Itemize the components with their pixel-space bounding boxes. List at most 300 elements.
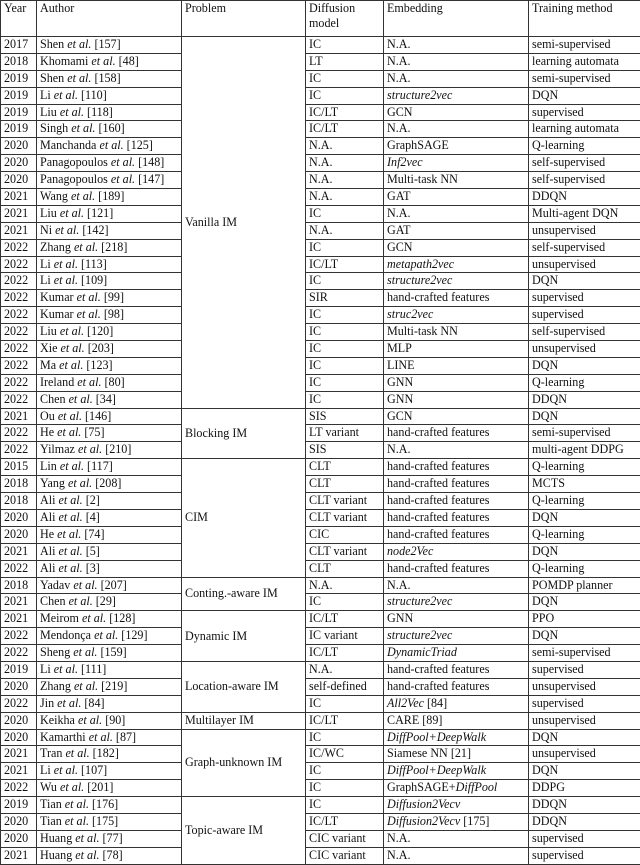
author-name: He bbox=[40, 527, 54, 541]
cell-year: 2020 bbox=[1, 813, 37, 830]
cell-training-method: supervised bbox=[529, 290, 640, 307]
cell-diffusion-model: IC/LT bbox=[306, 104, 384, 121]
author-etal: et al. bbox=[65, 797, 89, 811]
cell-training-method: semi-supervised bbox=[529, 37, 640, 54]
cell-author bbox=[37, 459, 182, 476]
author-name: Tian bbox=[40, 797, 62, 811]
cell-diffusion-model: CIC variant bbox=[306, 830, 384, 847]
author-etal: et al. bbox=[57, 696, 81, 710]
cell-training-method: DDQN bbox=[529, 391, 640, 408]
cell-year: 2020 bbox=[1, 172, 37, 189]
cell-diffusion-model: IC/LT bbox=[306, 645, 384, 662]
cell-embedding bbox=[384, 763, 529, 780]
embedding-text: hand-crafted features bbox=[387, 425, 489, 439]
cell-diffusion-model: IC bbox=[306, 729, 384, 746]
header-problem: Problem bbox=[182, 1, 306, 37]
cell-diffusion-model: SIS bbox=[306, 442, 384, 459]
cell-training-method: semi-supervised bbox=[529, 645, 640, 662]
table-row bbox=[1, 70, 640, 87]
author-name: Ali bbox=[40, 544, 55, 558]
table-row bbox=[1, 442, 640, 459]
cell-problem: Multilayer IM bbox=[182, 712, 306, 729]
embedding-text: DynamicTriad bbox=[387, 645, 457, 659]
cell-year: 2019 bbox=[1, 70, 37, 87]
author-ref: [117] bbox=[87, 459, 113, 473]
cell-year: 2015 bbox=[1, 459, 37, 476]
author-name: Yilmaz bbox=[40, 442, 75, 456]
table-row bbox=[1, 341, 640, 358]
author-etal: et al. bbox=[71, 189, 95, 203]
cell-year: 2022 bbox=[1, 425, 37, 442]
author-ref: [157] bbox=[94, 37, 120, 51]
header-diffusion-line2: model bbox=[309, 16, 339, 30]
cell-diffusion-model: CIC bbox=[306, 526, 384, 543]
author-name: Mendonça bbox=[40, 628, 91, 642]
embedding-text: hand-crafted features bbox=[387, 459, 489, 473]
author-ref: [84] bbox=[84, 696, 104, 710]
embedding-text: structure2vec bbox=[387, 273, 452, 287]
cell-embedding bbox=[384, 830, 529, 847]
cell-training-method: DQN bbox=[529, 628, 640, 645]
cell-year: 2022 bbox=[1, 628, 37, 645]
cell-embedding bbox=[384, 408, 529, 425]
cell-embedding bbox=[384, 813, 529, 830]
cell-year: 2021 bbox=[1, 746, 37, 763]
author-etal: et al. bbox=[74, 679, 98, 693]
cell-training-method: Multi-agent DQN bbox=[529, 205, 640, 222]
cell-year: 2020 bbox=[1, 830, 37, 847]
author-ref: [146] bbox=[85, 409, 111, 423]
table-row bbox=[1, 797, 640, 814]
author-etal: et al. bbox=[99, 138, 123, 152]
author-etal: et al. bbox=[91, 54, 115, 68]
embedding-text: hand-crafted features bbox=[387, 527, 489, 541]
cell-author bbox=[37, 645, 182, 662]
embedding-text: N.A. bbox=[387, 37, 411, 51]
cell-diffusion-model: IC/LT bbox=[306, 121, 384, 138]
embedding-text: N.A. bbox=[387, 578, 411, 592]
cell-embedding bbox=[384, 307, 529, 324]
cell-embedding bbox=[384, 695, 529, 712]
author-ref: [87] bbox=[116, 730, 136, 744]
embedding-text: LINE bbox=[387, 358, 415, 372]
cell-author bbox=[37, 256, 182, 273]
cell-year: 2022 bbox=[1, 780, 37, 797]
cell-year: 2022 bbox=[1, 341, 37, 358]
author-etal: et al. bbox=[60, 324, 84, 338]
cell-diffusion-model: IC/LT bbox=[306, 256, 384, 273]
cell-diffusion-model: IC bbox=[306, 594, 384, 611]
author-ref: [142] bbox=[82, 223, 108, 237]
cell-year: 2020 bbox=[1, 526, 37, 543]
cell-training-method: Q-learning bbox=[529, 374, 640, 391]
author-ref: [74] bbox=[84, 527, 104, 541]
table-row bbox=[1, 121, 640, 138]
author-ref: [201] bbox=[87, 780, 113, 794]
author-name: Lin bbox=[40, 459, 57, 473]
cell-diffusion-model: CLT variant bbox=[306, 509, 384, 526]
author-name: Tran bbox=[40, 746, 62, 760]
cell-author bbox=[37, 611, 182, 628]
embedding-text: [175] bbox=[460, 814, 489, 828]
embedding-text: hand-crafted features bbox=[387, 561, 489, 575]
cell-training-method: DQN bbox=[529, 87, 640, 104]
cell-training-method: supervised bbox=[529, 847, 640, 864]
embedding-text: Diffusion2Vecv bbox=[387, 797, 460, 811]
cell-year: 2019 bbox=[1, 121, 37, 138]
author-etal: et al. bbox=[60, 206, 84, 220]
table-row bbox=[1, 695, 640, 712]
cell-training-method: DQN bbox=[529, 273, 640, 290]
cell-author bbox=[37, 729, 182, 746]
table-row bbox=[1, 678, 640, 695]
author-etal: et al. bbox=[68, 476, 92, 490]
cell-author bbox=[37, 526, 182, 543]
table-row bbox=[1, 155, 640, 172]
table-row bbox=[1, 526, 640, 543]
author-name: Li bbox=[40, 88, 51, 102]
author-ref: [113] bbox=[81, 257, 107, 271]
cell-training-method: self-supervised bbox=[529, 172, 640, 189]
author-ref: [75] bbox=[84, 425, 104, 439]
cell-embedding bbox=[384, 442, 529, 459]
cell-year: 2020 bbox=[1, 138, 37, 155]
cell-training-method: supervised bbox=[529, 661, 640, 678]
author-ref: [109] bbox=[81, 273, 107, 287]
cell-training-method: Q-learning bbox=[529, 138, 640, 155]
cell-diffusion-model: CIC variant bbox=[306, 847, 384, 864]
author-etal: et al. bbox=[54, 257, 78, 271]
cell-author bbox=[37, 189, 182, 206]
cell-author bbox=[37, 577, 182, 594]
cell-training-method: semi-supervised bbox=[529, 70, 640, 87]
cell-embedding bbox=[384, 543, 529, 560]
table-row bbox=[1, 172, 640, 189]
author-name: Meirom bbox=[40, 611, 79, 625]
author-etal: et al. bbox=[82, 611, 106, 625]
author-ref: [34] bbox=[96, 392, 116, 406]
author-etal: et al. bbox=[77, 375, 101, 389]
cell-author bbox=[37, 307, 182, 324]
cell-embedding bbox=[384, 357, 529, 374]
cell-diffusion-model: IC bbox=[306, 357, 384, 374]
author-etal: et al. bbox=[111, 172, 135, 186]
table-row bbox=[1, 273, 640, 290]
cell-author bbox=[37, 847, 182, 864]
table-row bbox=[1, 628, 640, 645]
cell-year: 2022 bbox=[1, 307, 37, 324]
embedding-text: structure2vec bbox=[387, 594, 452, 608]
cell-embedding bbox=[384, 661, 529, 678]
cell-author bbox=[37, 205, 182, 222]
table-row bbox=[1, 357, 640, 374]
author-etal: et al. bbox=[73, 645, 97, 659]
author-name: Shen bbox=[40, 37, 64, 51]
author-etal: et al. bbox=[58, 409, 82, 423]
author-name: Panagopoulos bbox=[40, 155, 108, 169]
cell-author bbox=[37, 830, 182, 847]
author-ref: [48] bbox=[119, 54, 139, 68]
cell-author bbox=[37, 121, 182, 138]
table-row bbox=[1, 830, 640, 847]
header-training-method: Training method bbox=[529, 1, 640, 37]
cell-year: 2022 bbox=[1, 357, 37, 374]
table-row bbox=[1, 661, 640, 678]
cell-year: 2021 bbox=[1, 847, 37, 864]
table-row bbox=[1, 763, 640, 780]
cell-author bbox=[37, 797, 182, 814]
table-row bbox=[1, 189, 640, 206]
author-ref: [3] bbox=[86, 561, 100, 575]
author-name: Zhang bbox=[40, 679, 71, 693]
cell-embedding bbox=[384, 290, 529, 307]
author-etal: et al. bbox=[78, 442, 102, 456]
cell-diffusion-model: IC/LT bbox=[306, 611, 384, 628]
cell-diffusion-model: IC/WC bbox=[306, 746, 384, 763]
author-ref: [29] bbox=[96, 594, 116, 608]
cell-embedding bbox=[384, 476, 529, 493]
cell-embedding bbox=[384, 594, 529, 611]
author-name: Liu bbox=[40, 105, 57, 119]
cell-author bbox=[37, 442, 182, 459]
cell-embedding bbox=[384, 797, 529, 814]
author-ref: [80] bbox=[105, 375, 125, 389]
author-name: Ma bbox=[40, 358, 56, 372]
cell-year: 2021 bbox=[1, 611, 37, 628]
cell-problem: Location-aware IM bbox=[182, 661, 306, 712]
table-row bbox=[1, 222, 640, 239]
cell-year: 2021 bbox=[1, 763, 37, 780]
author-name: Shen bbox=[40, 71, 64, 85]
cell-training-method: DQN bbox=[529, 543, 640, 560]
table-row bbox=[1, 813, 640, 830]
cell-training-method: supervised bbox=[529, 104, 640, 121]
embedding-text: All2Vec bbox=[387, 696, 424, 710]
cell-problem: Blocking IM bbox=[182, 408, 306, 459]
table-row bbox=[1, 53, 640, 70]
author-ref: [129] bbox=[121, 628, 147, 642]
cell-training-method: DQN bbox=[529, 729, 640, 746]
author-etal: et al. bbox=[60, 780, 84, 794]
cell-embedding bbox=[384, 374, 529, 391]
cell-author bbox=[37, 594, 182, 611]
cell-author bbox=[37, 239, 182, 256]
cell-training-method: supervised bbox=[529, 830, 640, 847]
cell-author bbox=[37, 70, 182, 87]
embedding-text: N.A. bbox=[387, 442, 411, 456]
cell-embedding bbox=[384, 577, 529, 594]
cell-training-method: PPO bbox=[529, 611, 640, 628]
cell-author bbox=[37, 324, 182, 341]
cell-author bbox=[37, 695, 182, 712]
author-ref: [175] bbox=[92, 814, 118, 828]
cell-diffusion-model: N.A. bbox=[306, 138, 384, 155]
table-row bbox=[1, 104, 640, 121]
table-row bbox=[1, 290, 640, 307]
cell-embedding bbox=[384, 70, 529, 87]
cell-diffusion-model: LT variant bbox=[306, 425, 384, 442]
cell-diffusion-model: N.A. bbox=[306, 222, 384, 239]
author-name: Chen bbox=[40, 594, 66, 608]
embedding-text: node2Vec bbox=[387, 544, 433, 558]
cell-year: 2021 bbox=[1, 408, 37, 425]
author-etal: et al. bbox=[65, 814, 89, 828]
embedding-text: GAT bbox=[387, 223, 411, 237]
author-etal: et al. bbox=[74, 240, 98, 254]
author-etal: et al. bbox=[75, 831, 99, 845]
table-row bbox=[1, 493, 640, 510]
cell-embedding bbox=[384, 341, 529, 358]
author-ref: [77] bbox=[103, 831, 123, 845]
author-ref: [123] bbox=[86, 358, 112, 372]
table-row bbox=[1, 459, 640, 476]
cell-training-method: DQN bbox=[529, 357, 640, 374]
cell-diffusion-model: IC bbox=[306, 780, 384, 797]
cell-author bbox=[37, 543, 182, 560]
embedding-text: N.A. bbox=[387, 848, 411, 862]
table-row bbox=[1, 560, 640, 577]
cell-year: 2022 bbox=[1, 374, 37, 391]
cell-training-method: unsupervised bbox=[529, 678, 640, 695]
cell-year: 2018 bbox=[1, 476, 37, 493]
table-row bbox=[1, 746, 640, 763]
cell-training-method: self-supervised bbox=[529, 239, 640, 256]
table-row bbox=[1, 138, 640, 155]
author-ref: [158] bbox=[94, 71, 120, 85]
author-name: Huang bbox=[40, 831, 72, 845]
cell-year: 2020 bbox=[1, 678, 37, 695]
cell-author bbox=[37, 780, 182, 797]
author-ref: [90] bbox=[105, 713, 125, 727]
author-ref: [128] bbox=[109, 611, 135, 625]
author-etal: et al. bbox=[65, 746, 89, 760]
author-name: Liu bbox=[40, 206, 57, 220]
cell-diffusion-model: CLT bbox=[306, 560, 384, 577]
embedding-text: structure2vec bbox=[387, 88, 452, 102]
cell-diffusion-model: IC bbox=[306, 205, 384, 222]
cell-diffusion-model: IC/LT bbox=[306, 813, 384, 830]
author-etal: et al. bbox=[60, 105, 84, 119]
cell-embedding bbox=[384, 847, 529, 864]
cell-training-method: self-supervised bbox=[529, 155, 640, 172]
table-row bbox=[1, 594, 640, 611]
cell-author bbox=[37, 628, 182, 645]
table-row bbox=[1, 611, 640, 628]
cell-author bbox=[37, 763, 182, 780]
cell-author bbox=[37, 341, 182, 358]
cell-training-method: DQN bbox=[529, 408, 640, 425]
author-etal: et al. bbox=[54, 662, 78, 676]
author-name: Khomami bbox=[40, 54, 88, 68]
author-name: Ou bbox=[40, 409, 55, 423]
author-etal: et al. bbox=[94, 628, 118, 642]
author-name: Li bbox=[40, 763, 51, 777]
cell-embedding bbox=[384, 780, 529, 797]
author-name: He bbox=[40, 425, 54, 439]
author-name: Ireland bbox=[40, 375, 74, 389]
author-name: Chen bbox=[40, 392, 66, 406]
author-ref: [99] bbox=[104, 290, 124, 304]
cell-diffusion-model: IC bbox=[306, 797, 384, 814]
header-diffusion-line1: Diffusion bbox=[309, 1, 355, 15]
cell-author bbox=[37, 493, 182, 510]
header-year: Year bbox=[1, 1, 37, 37]
table-row bbox=[1, 425, 640, 442]
table-row bbox=[1, 324, 640, 341]
cell-problem: Graph-unknown IM bbox=[182, 729, 306, 797]
cell-training-method: DDQN bbox=[529, 813, 640, 830]
cell-training-method: DQN bbox=[529, 594, 640, 611]
cell-training-method: DQN bbox=[529, 509, 640, 526]
cell-year: 2022 bbox=[1, 442, 37, 459]
cell-diffusion-model: N.A. bbox=[306, 172, 384, 189]
author-name: Kumar bbox=[40, 290, 74, 304]
cell-embedding bbox=[384, 87, 529, 104]
cell-diffusion-model: CLT variant bbox=[306, 543, 384, 560]
cell-diffusion-model: IC bbox=[306, 273, 384, 290]
cell-embedding bbox=[384, 324, 529, 341]
cell-diffusion-model: IC bbox=[306, 87, 384, 104]
author-etal: et al. bbox=[57, 425, 81, 439]
author-ref: [121] bbox=[87, 206, 113, 220]
cell-training-method: Q-learning bbox=[529, 526, 640, 543]
embedding-text: hand-crafted features bbox=[387, 510, 489, 524]
table-row bbox=[1, 712, 640, 729]
cell-diffusion-model: CLT bbox=[306, 476, 384, 493]
cell-diffusion-model: IC bbox=[306, 341, 384, 358]
table-row bbox=[1, 729, 640, 746]
embedding-text: GNN bbox=[387, 392, 413, 406]
table-row bbox=[1, 87, 640, 104]
embedding-text: GNN bbox=[387, 375, 413, 389]
cell-diffusion-model: self-defined bbox=[306, 678, 384, 695]
cell-year: 2022 bbox=[1, 391, 37, 408]
cell-year: 2022 bbox=[1, 324, 37, 341]
author-etal: et al. bbox=[59, 358, 83, 372]
author-name: Xie bbox=[40, 341, 57, 355]
cell-year: 2022 bbox=[1, 239, 37, 256]
cell-embedding bbox=[384, 37, 529, 54]
embedding-text: N.A. bbox=[387, 206, 411, 220]
author-name: Tian bbox=[40, 814, 62, 828]
author-name: Li bbox=[40, 273, 51, 287]
cell-problem: Topic-aware IM bbox=[182, 797, 306, 865]
author-etal: et al. bbox=[71, 121, 95, 135]
cell-diffusion-model: IC bbox=[306, 695, 384, 712]
cell-training-method: Q-learning bbox=[529, 560, 640, 577]
author-etal: et al. bbox=[59, 510, 83, 524]
embedding-text: N.A. bbox=[387, 54, 411, 68]
cell-embedding bbox=[384, 273, 529, 290]
cell-year: 2022 bbox=[1, 290, 37, 307]
author-ref: [125] bbox=[127, 138, 153, 152]
cell-author bbox=[37, 155, 182, 172]
author-etal: et al. bbox=[69, 392, 93, 406]
author-ref: [148] bbox=[138, 155, 164, 169]
cell-diffusion-model: IC bbox=[306, 37, 384, 54]
embedding-text: N.A. bbox=[387, 121, 411, 135]
cell-training-method: DQN bbox=[529, 763, 640, 780]
table-row bbox=[1, 239, 640, 256]
author-name: Kamarthi bbox=[40, 730, 86, 744]
author-ref: [98] bbox=[104, 307, 124, 321]
cell-embedding bbox=[384, 560, 529, 577]
cell-embedding bbox=[384, 104, 529, 121]
author-ref: [2] bbox=[86, 493, 100, 507]
author-ref: [207] bbox=[101, 578, 127, 592]
embedding-text: DiffPool bbox=[456, 780, 498, 794]
cell-year: 2020 bbox=[1, 712, 37, 729]
